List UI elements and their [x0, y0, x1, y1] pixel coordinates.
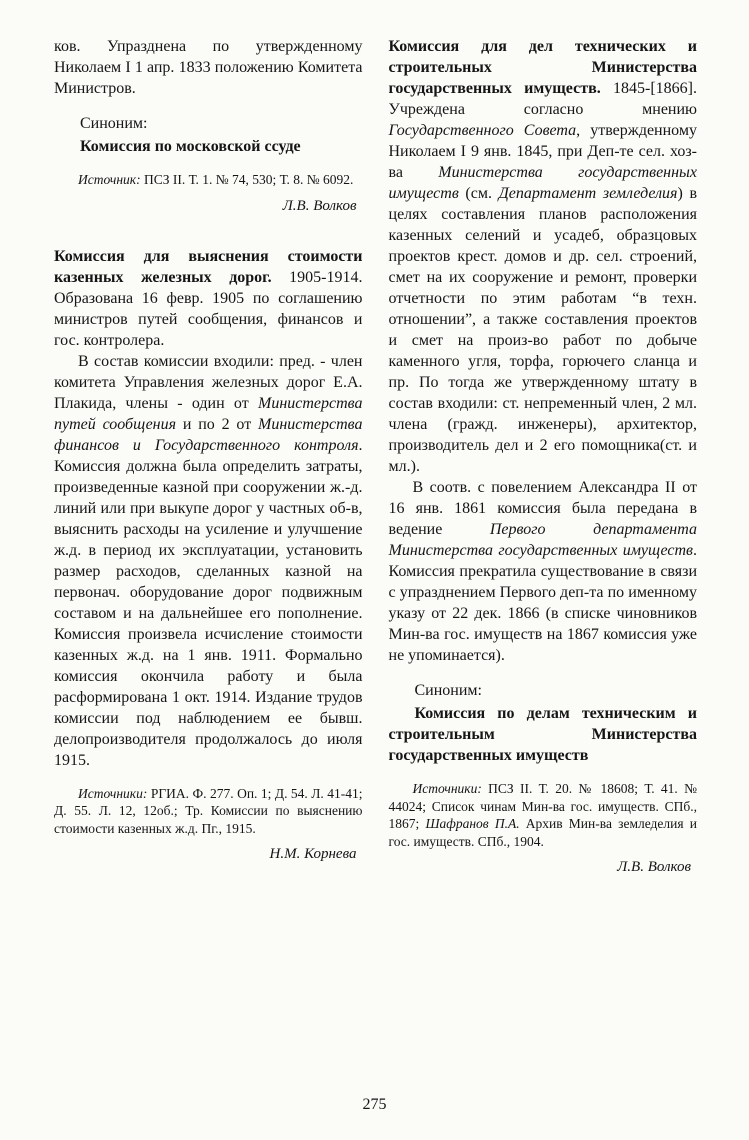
italic-term: Министерства путей сообщения — [54, 394, 363, 433]
source-label: Источник: — [78, 172, 141, 187]
source-label: Источники: — [412, 781, 482, 796]
entry-title: Комиссия для дел технических и строительных Министерства государственных имуществ. — [388, 38, 697, 97]
entry-body-paragraph — [389, 477, 698, 666]
two-column-layout — [54, 36, 697, 877]
text-segment: (см. — [458, 185, 499, 202]
text-segment: . Комиссия прекратила существование в связи с упразднением Первого деп-та по именному указу от 22 дек. 1866 (в списке чиновников Мин-ва гос. имуществ на 1867 комиссия уже не упоминается). — [388, 542, 697, 664]
author-signature: Н.М. Корнева — [269, 846, 357, 862]
text-segment: В соотв. с повелением Александра II от 16 янв. 1861 комиссия была передана в ведение — [388, 479, 697, 538]
entry-continuation-paragraph — [54, 36, 363, 99]
continuation-text: ков. Упразднена по утвержденному Николаем I 1 апр. 1833 положению Комитета Министров. — [54, 38, 363, 97]
text-segment: и по 2 от — [176, 415, 258, 433]
synonym-label: Синоним: — [80, 115, 148, 132]
source-text: РГИА. Ф. 277. Оп. 1; Д. 54. Л. 41-41; Д. 55. Л. 12, 12об.; Тр. Комиссии по выяснению стоимости казенных ж.д. Пг., 1915. — [54, 785, 363, 836]
source-note — [389, 780, 698, 850]
entry-heading-paragraph — [389, 36, 698, 477]
italic-term: Департамент земледелия — [498, 185, 678, 202]
italic-term: Министерства государственных имуществ — [388, 164, 697, 202]
author-signature: Л.В. Волков — [617, 859, 691, 875]
source-text: ПСЗ II. Т. 1. № 74, 530; Т. 8. № 6092. — [140, 172, 354, 187]
author-signature: Л.В. Волков — [282, 197, 357, 214]
italic-term: Государственного Совета — [388, 122, 577, 139]
synonym-text: Комиссия по делам техническим и строительным Министерства государственных имуществ — [388, 705, 697, 764]
source-text: ПСЗ II. Т. 20. № 18608; Т. 41. № 44024; Список чинам Мин-ва гос. имуществ. СПб., 1867; — [388, 781, 697, 831]
italic-author-ref: Шафранов П.А. — [425, 816, 520, 831]
entry-body-paragraph — [54, 351, 363, 771]
right-column — [389, 36, 698, 877]
italic-term: Первого департамента Министерства государственных имуществ — [388, 521, 697, 559]
left-column — [54, 36, 363, 877]
text-segment: В состав комиссии входили: пред. - член комитета Управления железных дорог Е.А. Плакида, члены - один от — [54, 352, 363, 412]
italic-term: Министерства финансов и Государственного контроля — [54, 415, 363, 454]
source-note — [54, 171, 363, 189]
entry-heading-paragraph — [54, 246, 363, 351]
source-note — [54, 785, 363, 838]
text-segment: , утвержденному Николаем I 9 янв. 1845, при Деп-те сел. хоз-ва — [388, 122, 697, 181]
text-segment: . Комиссия должна была определить затраты, произведенные казной при сооружении ж.-д. линий или при выкупе дорог у частных об-в, выяснить расходы на усиление и улучшение ж.д. в период их эксплуатации, установить размер расходов, сделанных казной на первонач. оборудование дорог подвижным составом и на дальнейшее его пополнение. Комиссия произвела исчисление стоимости казенных ж.д. на 1 янв. 1911. Формально комиссия окончила работу и была расформирована 1 окт. 1914. Издание трудов комиссии под наблюдением ее бывш. делопроизводителя продолжалось до июля 1915. — [54, 436, 363, 769]
text-segment: ) в целях составления планов расположения казенных селений и усадеб, образцовых проектов крест. домов и др. сел. строений, смет на их сооружение и ремонт, проверки отчетности по этим работам “в техн. отношении”, а также составления проектов и смет на произ-во работ по добыче каменного угля, торфа, горючего сланца и пр. По тогда же утвержденному штату в состав входили: ст. непременный член, 2 мл. члена (гражд. инженеры), архитектор, производитель дел и 2 его помощника(ст. и мл.). — [388, 185, 697, 475]
source-label: Источники: — [78, 785, 148, 801]
entry-title: Комиссия для выяснения стоимости казенных железных дорог. — [54, 247, 363, 286]
entry-intro: 1905-1914. Образована 16 февр. 1905 по соглашению министров путей сообщения, финансов и гос. контролера. — [54, 268, 363, 349]
source-text: Архив Мин-ва земледелия и гос. имуществ. СПб., 1904. — [388, 816, 697, 849]
page-number: 275 — [362, 1096, 387, 1113]
synonym-label: Синоним: — [414, 682, 482, 699]
text-segment: 1845-[1866]. Учреждена согласно мнению — [388, 80, 697, 118]
synonym-text: Комиссия по московской ссуде — [80, 138, 301, 155]
